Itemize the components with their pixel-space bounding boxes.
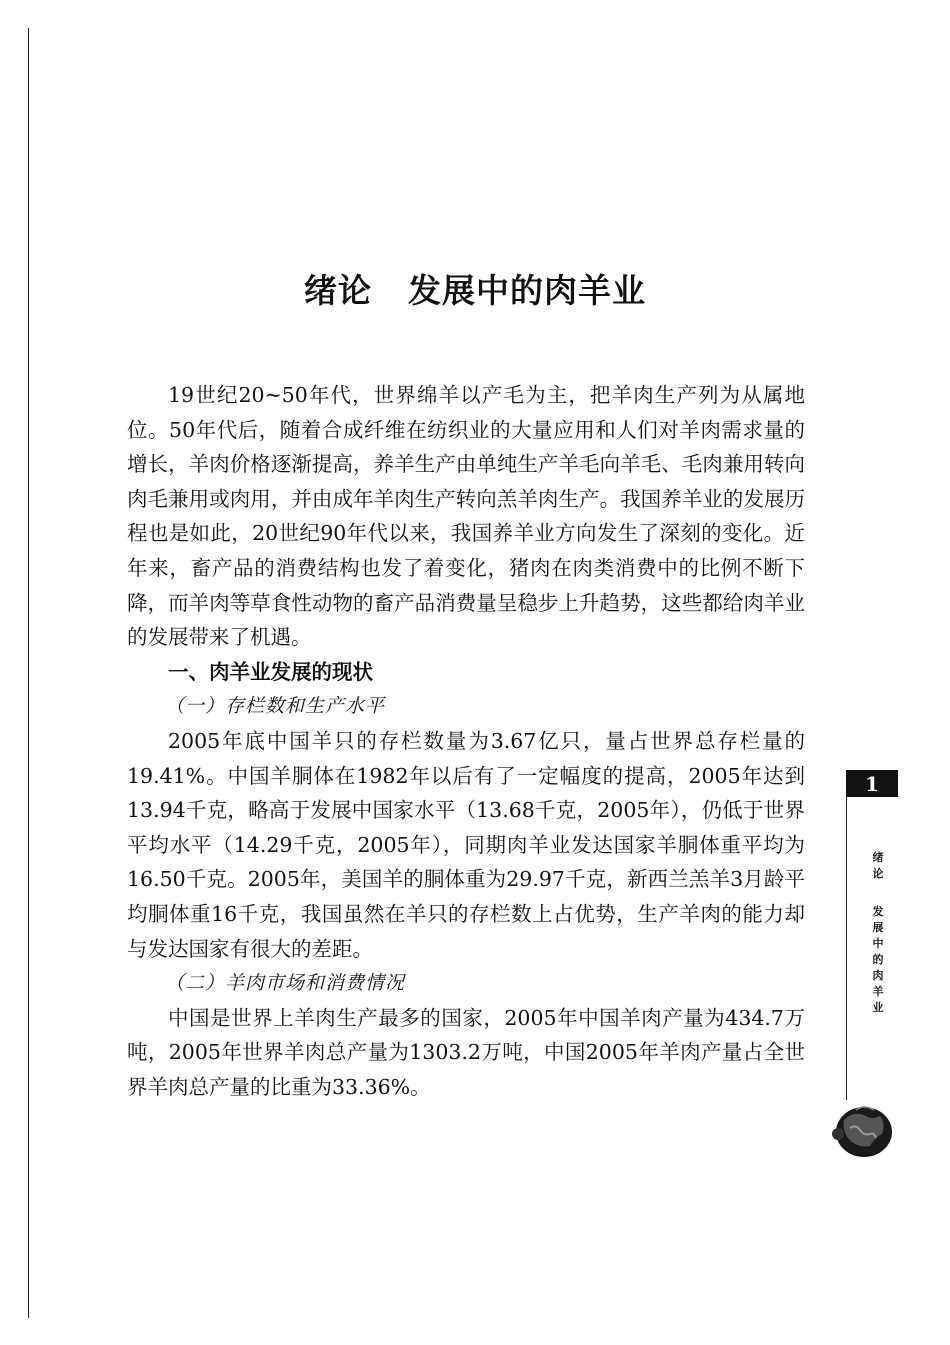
globe-icon [826, 1100, 896, 1160]
side-char: 中 [872, 937, 884, 950]
subsection-heading-2: （二）羊肉市场和消费情况 [165, 972, 406, 995]
side-char: 绪 [872, 851, 884, 864]
page-title [0, 265, 950, 312]
side-char: 羊 [872, 985, 884, 998]
side-char: 肉 [872, 969, 884, 982]
paragraph-market: 中国是世界上羊肉生产最多的国家，2005年中国羊肉产量为434.7万吨，2005年世界羊肉总产量为1303.2万吨，中国2005年羊肉产量占全世界羊肉总产量的比重为33.36%。 [127, 1005, 805, 1099]
title-part-1: 绪论 [304, 271, 372, 310]
subsection-heading-1: （一）存栏数和生产水平 [165, 695, 386, 718]
intro-paragraph: 19世纪20~50年代，世界绵羊以产毛为主，把羊肉生产列为从属地位。50年代后，随着合成纤维在纺织业的大量应用和人们对羊肉需求量的增长，羊肉价格逐渐提高，养羊生产由单纯生产羊毛向羊毛、毛肉兼用转向肉毛兼用或肉用，并由成年羊肉生产转向羔羊肉生产。我国养羊业的发展历程也是如此，20世纪90年代以来，我国养羊业方向发生了深刻的变化。近年来，畜产品的消费结构也发了着变化，猪肉在肉类消费中的比例不断下降，而羊肉等草食性动物的畜产品消费量呈稳步上升趋势，这些都给肉羊业的发展带来了机遇。 [127, 383, 805, 650]
side-char: 业 [872, 1001, 884, 1014]
chapter-number-tab: 1 [846, 770, 898, 797]
paragraph-stock: 2005年底中国羊只的存栏数量为3.67亿只，量占世界总存栏量的19.41%。中国羊胴体在1982年以后有了一定幅度的提高，2005年达到13.94千克，略高于发展中国家水平（13.68千克，2005年），仍低于世界平均水平（14.29千克，2005年），同期肉羊业发达国家羊胴体重平均为16.50千克。2005年，美国羊的胴体重为29.97千克，新西兰羔羊3月龄平均胴体重16千克，我国虽然在羊只的存栏数上占优势，生产羊肉的能力却与发达国家有很大的差距。 [127, 728, 805, 961]
section-heading: 一、肉羊业发展的现状 [168, 659, 373, 684]
sidebar-chapter-title [868, 850, 888, 1016]
sidebar-rule [846, 770, 847, 1100]
side-char: 的 [872, 953, 884, 966]
side-char: 展 [872, 921, 884, 934]
side-char: 发 [872, 905, 884, 918]
body-text [127, 378, 805, 1104]
side-char: 论 [872, 867, 884, 880]
title-part-2: 发展中的肉羊业 [408, 271, 646, 310]
page-margin-rule [28, 28, 29, 1318]
